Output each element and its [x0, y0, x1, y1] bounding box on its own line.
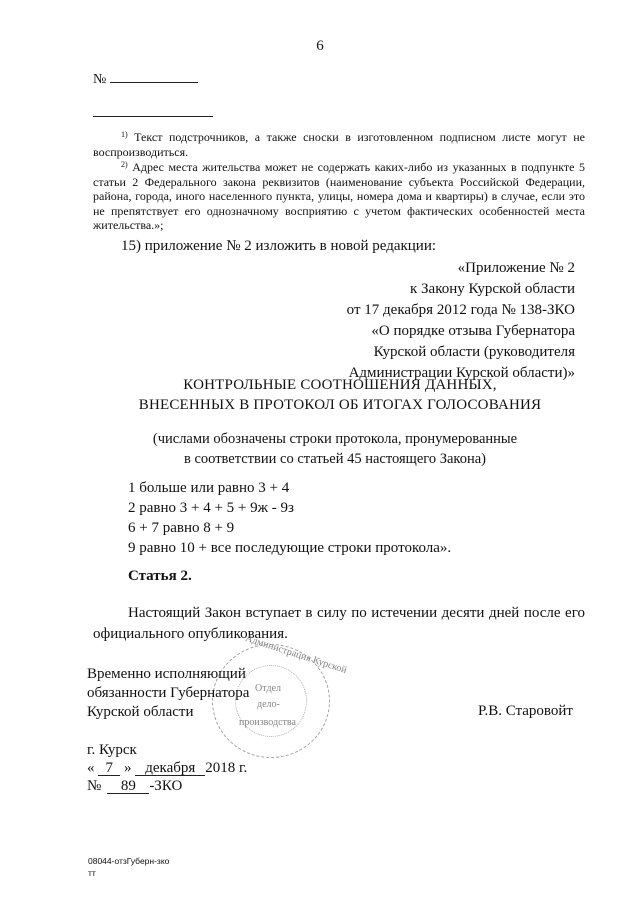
title-line: ВНЕСЕННЫХ В ПРОТОКОЛ ОБ ИТОГАХ ГОЛОСОВАНИЯ [138, 397, 542, 413]
footnote-2-mark: 2) [121, 160, 128, 169]
title-note [0, 429, 640, 469]
article-heading: Статья 2. [128, 568, 192, 584]
annex-line: Курской области (руководителя [373, 344, 575, 360]
position-line: Временно исполняющий [87, 666, 246, 682]
number-field [93, 70, 198, 88]
page-number: 6 [316, 38, 324, 54]
position-line: обязанности Губернатора [87, 685, 250, 701]
seal-center-line: Отдел [255, 683, 281, 694]
relation-3: 6 + 7 равно 8 + 9 [128, 520, 235, 536]
seal-center-line: дело- [257, 699, 280, 710]
place: г. Курск [87, 742, 137, 758]
annex-line: «Приложение № 2 [457, 260, 575, 276]
date-close-quote: » [124, 760, 132, 776]
law-number-prefix: № [87, 778, 102, 794]
footer-code: 08044-отзГуберн-зко [88, 856, 170, 866]
footnote-1-mark: 1) [121, 130, 128, 139]
law-number [87, 778, 182, 795]
number-label: № [93, 72, 107, 87]
date-open-quote: « [87, 760, 95, 776]
law-number-value: 89 [107, 779, 149, 794]
table-title [0, 375, 640, 415]
signatory-position [87, 665, 249, 722]
footnote-2-text: Адрес места жительства может не содержать каких-либо из указанных в подпункте 5 статьи 2 Федерального закона реквизитов (наименование субъекта Российской Федерации, района, города, иного населенного пункта, улицы, номера дома и квартиры) в случае, если это не препятствует его однозначному восприятию с учетом фактических особенностей места жительства.»; [93, 160, 585, 233]
seal-ring-text: Администрация Курской [243, 632, 349, 677]
annex-line: «О порядке отзыва Губернатора [371, 323, 575, 339]
number-blank-line [110, 70, 198, 83]
item-15: 15) приложение № 2 изложить в новой редакции: [121, 238, 437, 254]
note-line: (числами обозначены строки протокола, пронумерованные [152, 431, 518, 447]
footnote-separator [93, 116, 213, 117]
date-day: 7 [98, 761, 120, 776]
relation-4: 9 равно 10 + все последующие строки протокола». [128, 540, 452, 556]
position-line: Курской области [87, 704, 194, 720]
footnote-1 [93, 128, 585, 159]
footer-initials: тт [88, 868, 96, 878]
annex-line: к Закону Курской области [410, 281, 575, 297]
law-number-suffix: -ЗКО [149, 778, 183, 794]
footnote-2 [93, 158, 585, 233]
annex-line: от 17 декабря 2012 года № 138-ЗКО [346, 302, 575, 318]
date [87, 760, 247, 777]
footnote-1-text: Текст подстрочников, а также сноски в изготовленном подписном листе могут не воспроизводиться. [93, 130, 586, 159]
annex-line: Администрации Курской области)» [348, 365, 575, 381]
annex-header [0, 258, 575, 384]
date-month: декабря [135, 761, 205, 776]
relation-2: 2 равно 3 + 4 + 5 + 9ж - 9з [128, 500, 294, 516]
article-text [93, 603, 585, 645]
date-year: 2018 г. [205, 760, 248, 776]
signatory-name: Р.В. Старовойт [478, 703, 573, 719]
note-line: в соответствии со статьей 45 настоящего Закона) [183, 451, 486, 467]
relation-1: 1 больше или равно 3 + 4 [128, 480, 290, 496]
title-line: КОНТРОЛЬНЫЕ СООТНОШЕНИЯ ДАННЫХ, [183, 377, 497, 393]
article-text-content: Настоящий Закон вступает в силу по истечении десяти дней после его официального опубликования. [93, 605, 585, 642]
seal-center-line: производства [239, 717, 296, 728]
